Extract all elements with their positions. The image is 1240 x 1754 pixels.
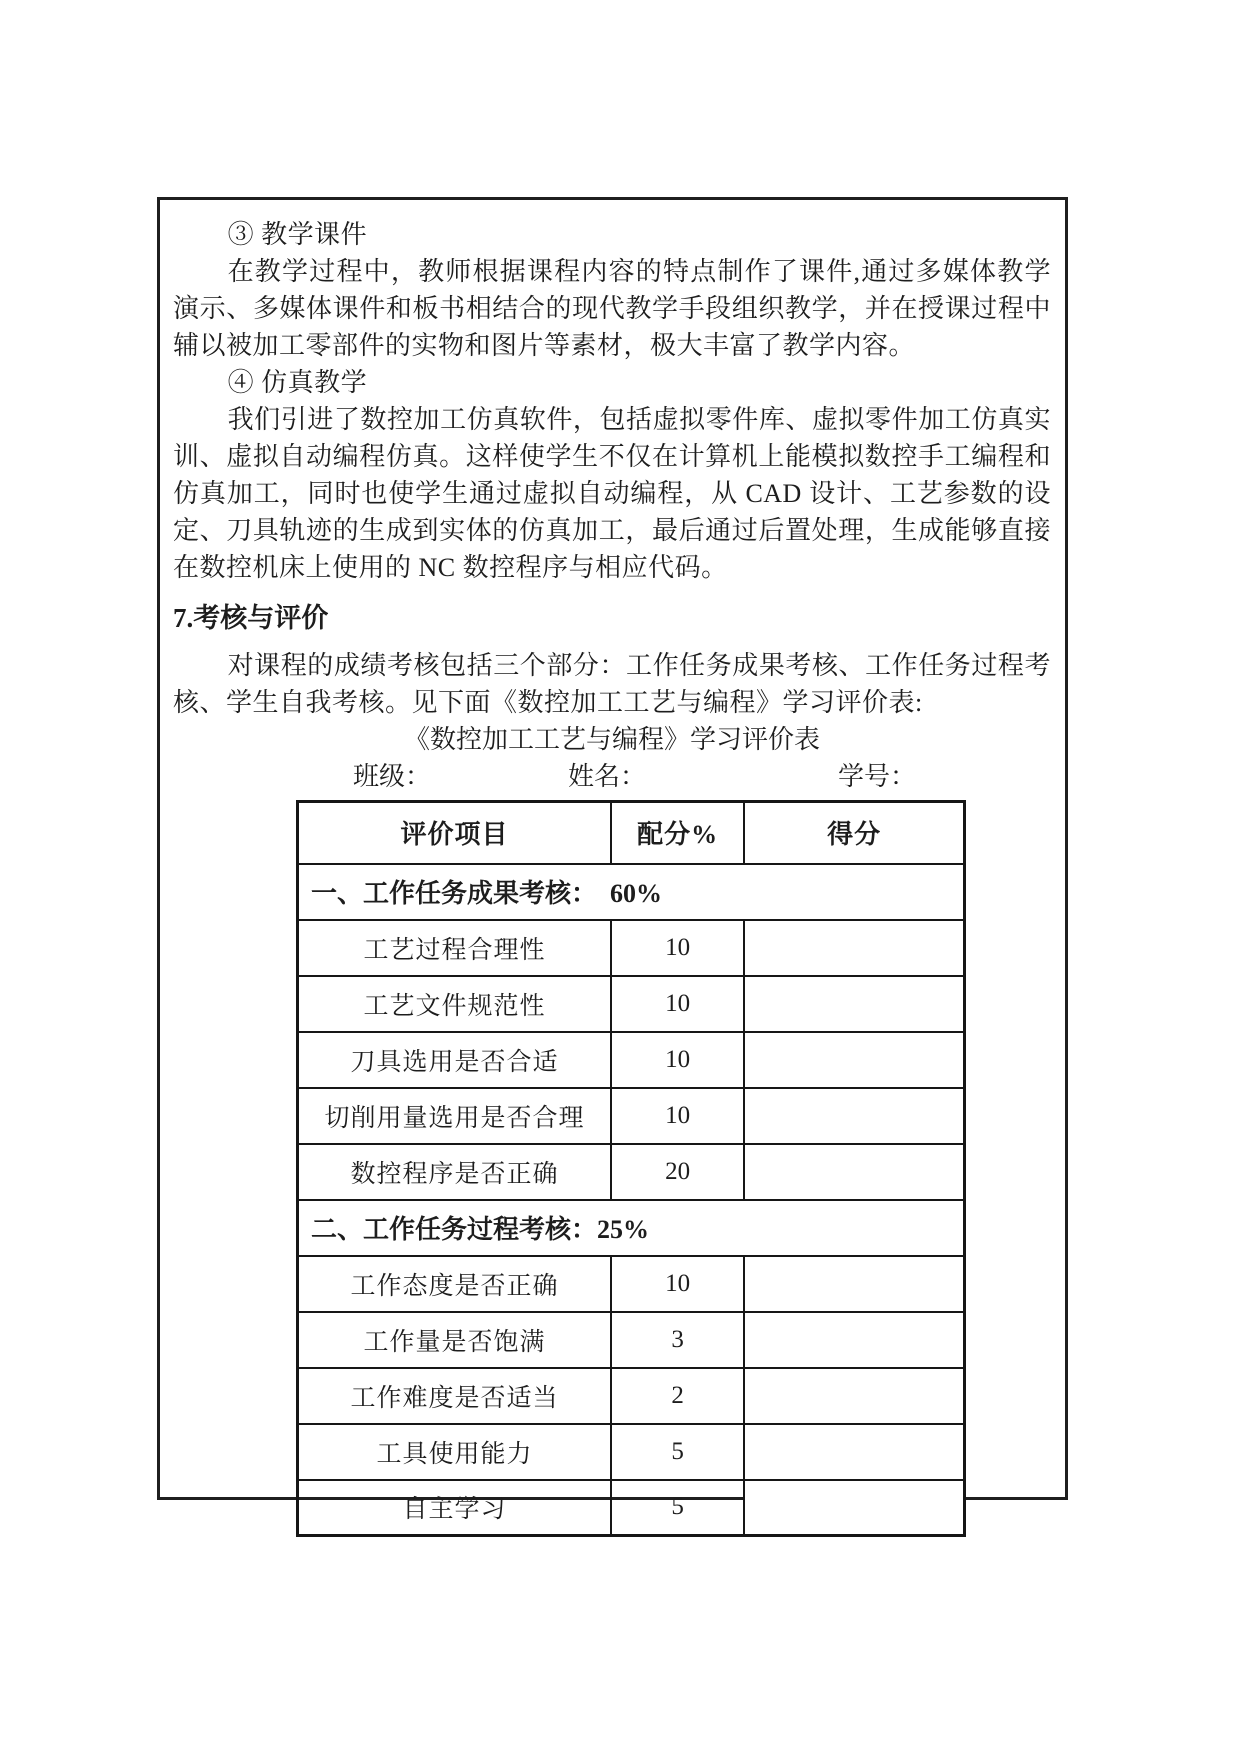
score-cell-empty <box>744 1256 964 1312</box>
score-cell-empty <box>744 1312 964 1368</box>
student-info-row <box>173 758 1051 798</box>
score-cell-empty <box>744 976 964 1032</box>
evaluation-table-title: 《数控加工工艺与编程》学习评价表 <box>403 725 820 754</box>
name-label: 姓名： <box>568 762 647 791</box>
score-cell-empty <box>744 1424 964 1480</box>
table-row <box>298 1480 965 1536</box>
criteria-label: 自主学习 <box>298 1480 611 1536</box>
criteria-label: 工具使用能力 <box>298 1424 611 1480</box>
criteria-label: 工艺过程合理性 <box>298 920 611 976</box>
score-cell-empty <box>744 1032 964 1088</box>
weight-value: 5 <box>611 1424 744 1480</box>
criteria-label: 数控程序是否正确 <box>298 1144 611 1200</box>
evaluation-table <box>296 800 966 1537</box>
criteria-label: 工作量是否饱满 <box>298 1312 611 1368</box>
table-row <box>298 1144 965 1200</box>
score-cell-empty <box>744 920 964 976</box>
weight-value: 10 <box>611 1256 744 1312</box>
score-cell-empty <box>744 1144 964 1200</box>
weight-value: 20 <box>611 1144 744 1200</box>
weight-value: 10 <box>611 920 744 976</box>
item-4-heading: ④ 仿真教学 <box>227 368 368 397</box>
col-header-weight: 配分% <box>611 802 744 864</box>
content-border-box <box>157 197 1068 1524</box>
weight-value: 3 <box>611 1312 744 1368</box>
col-header-score: 得分 <box>744 802 964 864</box>
weight-value: 5 <box>611 1480 744 1536</box>
table-row <box>298 1368 965 1424</box>
col-header-item: 评价项目 <box>298 802 611 864</box>
section-label: 一、工作任务成果考核： 60% <box>298 864 965 920</box>
class-label: 班级： <box>353 762 432 791</box>
weight-value: 10 <box>611 976 744 1032</box>
score-cell-empty <box>744 1480 964 1536</box>
table-row <box>298 976 965 1032</box>
table-row <box>298 1256 965 1312</box>
student-id-label: 学号： <box>838 762 917 791</box>
score-cell-empty <box>744 1368 964 1424</box>
table-row <box>298 920 965 976</box>
table-row <box>298 1424 965 1480</box>
criteria-label: 刀具选用是否合适 <box>298 1032 611 1088</box>
section-label: 二、工作任务过程考核：25% <box>298 1200 965 1256</box>
assessment-intro: 对课程的成绩考核包括三个部分：工作任务成果考核、工作任务过程考核、学生自我考核。见下面《数控加工工艺与编程》学习评价表: <box>173 651 1051 717</box>
table-row <box>298 1088 965 1144</box>
criteria-label: 工作态度是否正确 <box>298 1256 611 1312</box>
section-7-heading: 7.考核与评价 <box>173 603 329 633</box>
table-header-row <box>298 802 965 864</box>
criteria-label: 工艺文件规范性 <box>298 976 611 1032</box>
weight-value: 10 <box>611 1088 744 1144</box>
criteria-label: 工作难度是否适当 <box>298 1368 611 1424</box>
table-row <box>298 1312 965 1368</box>
item-4-body: 我们引进了数控加工仿真软件，包括虚拟零件库、虚拟零件加工仿真实训、虚拟自动编程仿真。这样使学生不仅在计算机上能模拟数控手工编程和仿真加工，同时也使学生通过虚拟自动编程，从 CAD 设计、工艺参数的设定、刀具轨迹的生成到实体的仿真加工，最后通过后置处理，生成能够直接在数控机床上使用的 NC 数控程序与相应代码。 <box>173 405 1051 582</box>
item-3-heading: ③ 教学课件 <box>227 220 368 249</box>
weight-value: 10 <box>611 1032 744 1088</box>
section-row-process <box>298 1200 965 1256</box>
section-row-results <box>298 864 965 920</box>
weight-value: 2 <box>611 1368 744 1424</box>
item-3-body: 在教学过程中，教师根据课程内容的特点制作了课件,通过多媒体教学演示、多媒体课件和板书相结合的现代教学手段组织教学，并在授课过程中辅以被加工零部件的实物和图片等素材，极大丰富了教学内容。 <box>173 257 1051 360</box>
table-row <box>298 1032 965 1088</box>
criteria-label: 切削用量选用是否合理 <box>298 1088 611 1144</box>
score-cell-empty <box>744 1088 964 1144</box>
